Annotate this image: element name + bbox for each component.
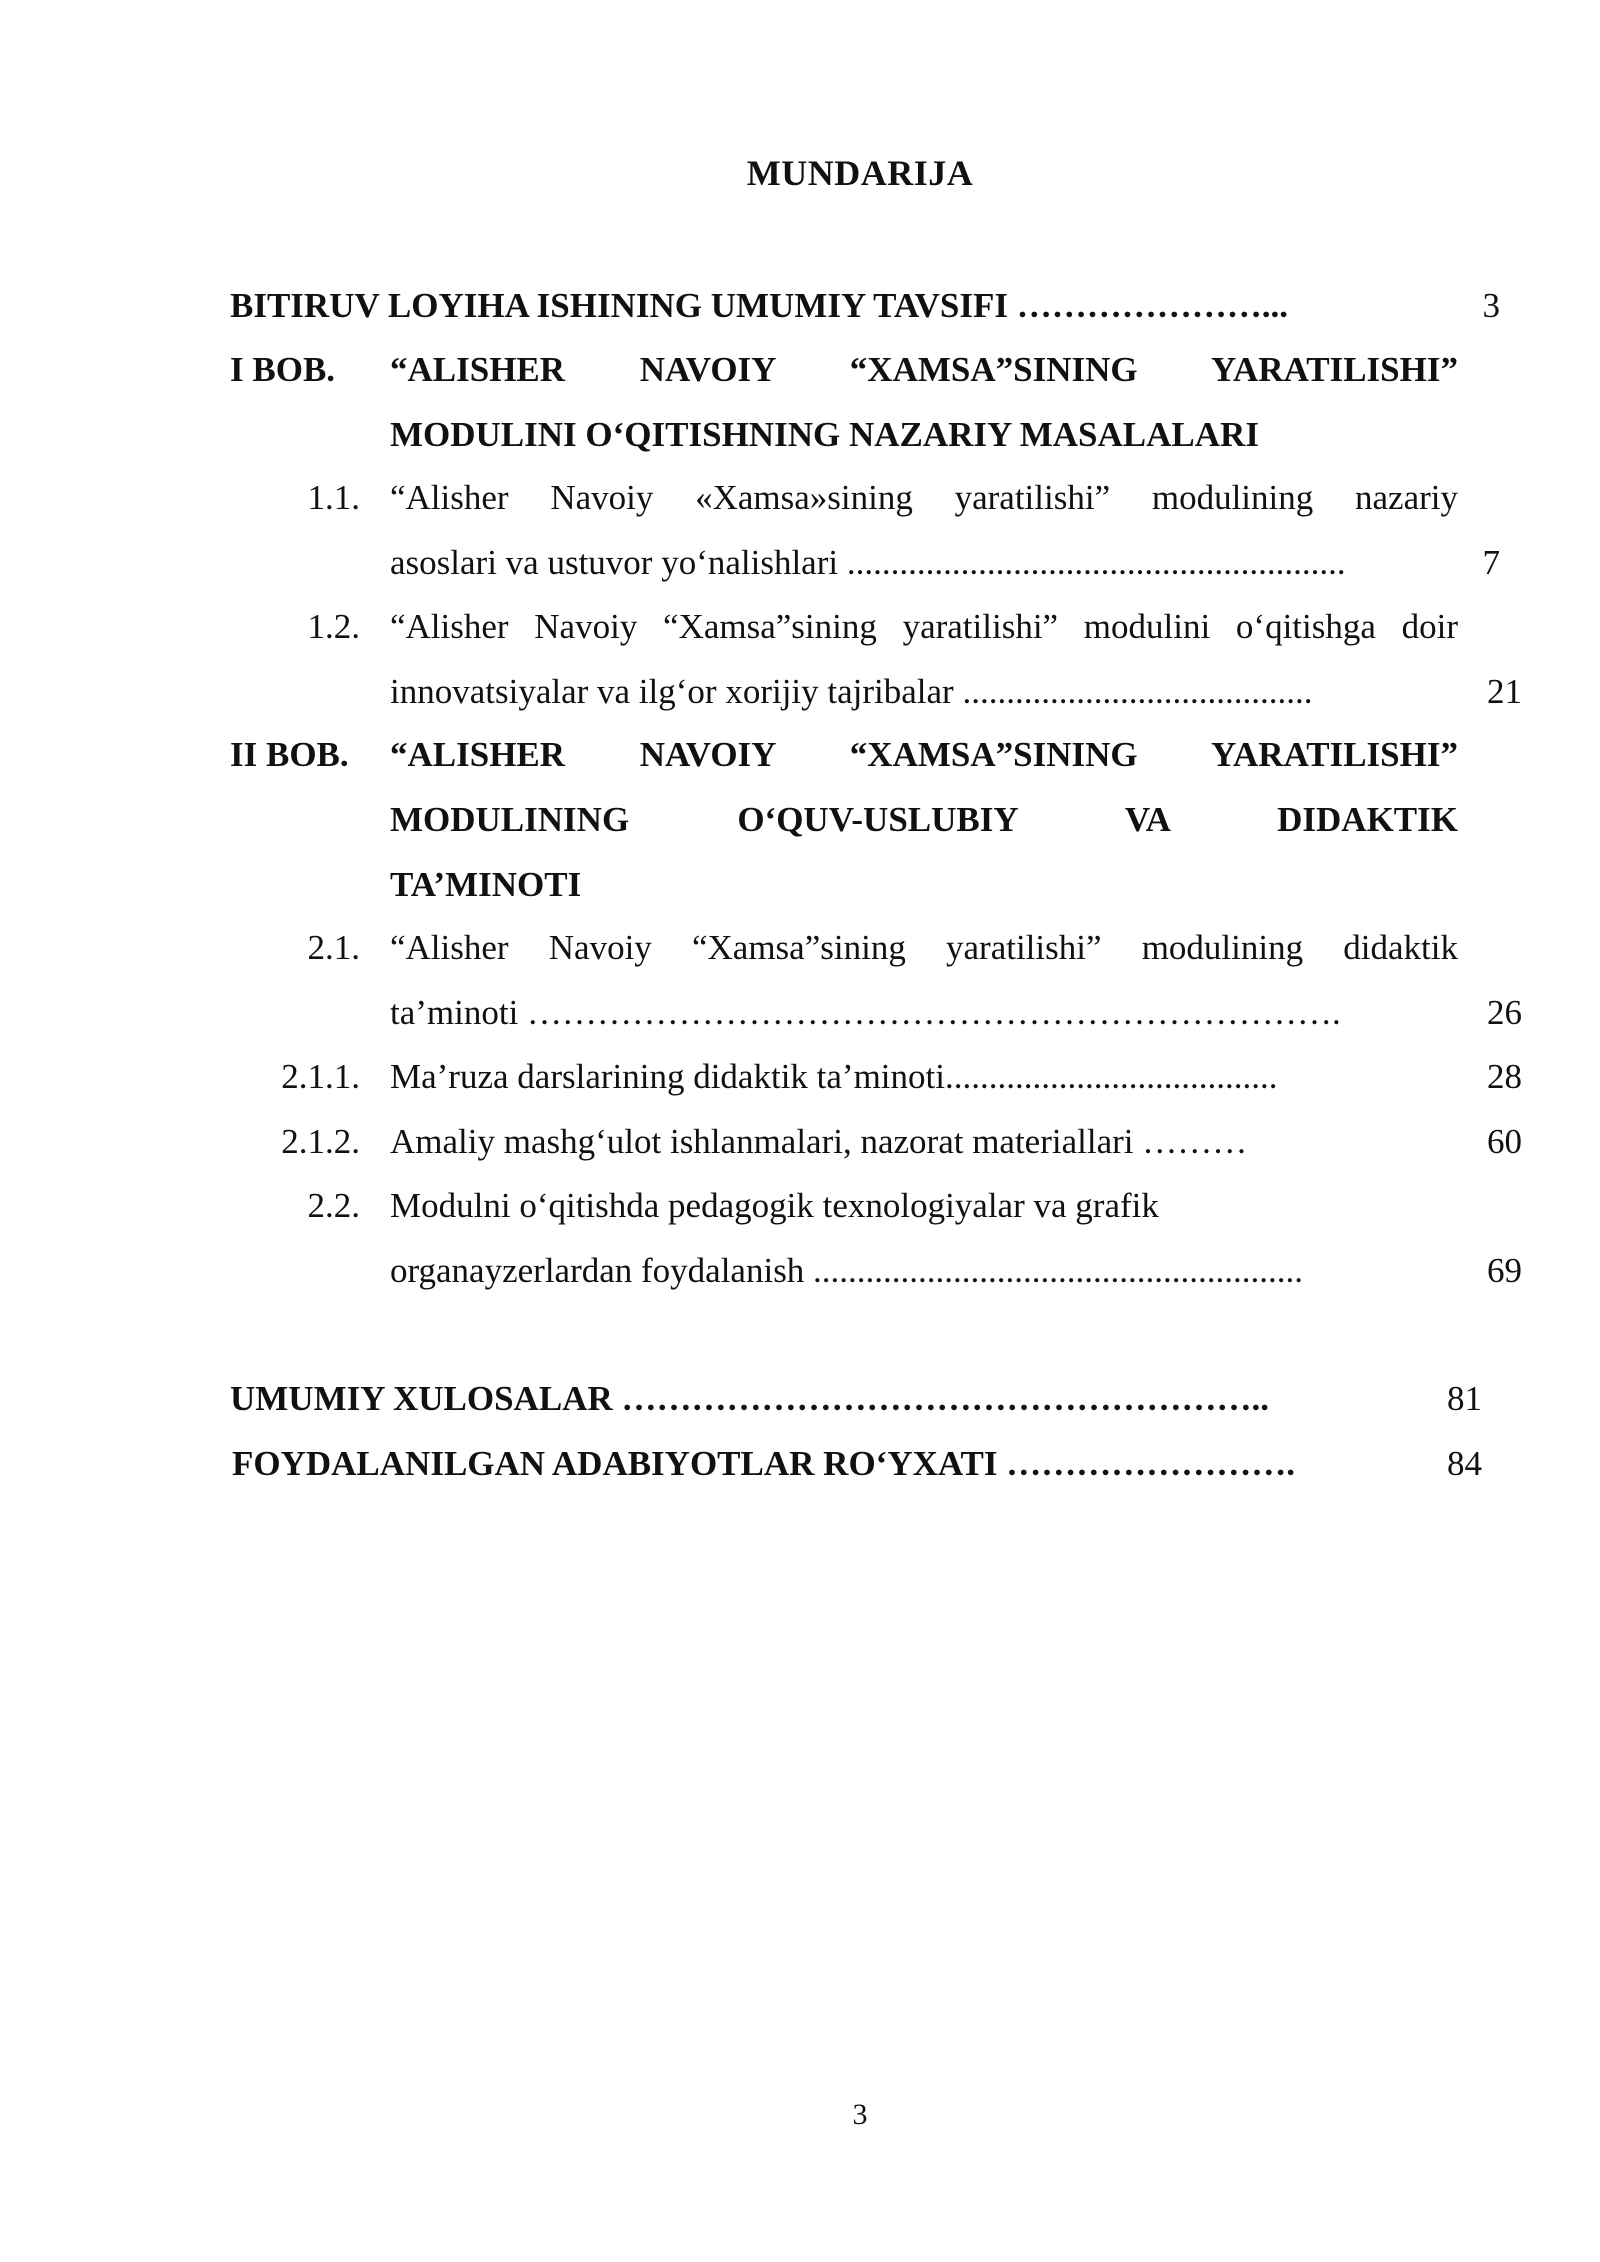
- toc-section-2-1-2-text: Amaliy mashg‘ulot ishlanmalari, nazorat materiallari ………: [390, 1122, 1248, 1161]
- toc-section-2-1-1-number: 2.1.1.: [281, 1057, 360, 1096]
- toc-page-2-2: 69: [1487, 1251, 1522, 1290]
- toc-section-2-1-line-1: “Alisher Navoiy “Xamsa”sining yaratilishi” modulining didaktik: [390, 928, 1458, 967]
- toc-section-2-1-1-text: Ma’ruza darslarining didaktik ta’minoti......................................: [390, 1057, 1278, 1096]
- toc-page-1-2: 21: [1487, 672, 1522, 711]
- toc-section-2-1-2-number: 2.1.2.: [281, 1122, 360, 1161]
- toc-chapter-1-label: I BOB.: [230, 350, 336, 389]
- toc-entry-conclusions: UMUMIY XULOSALAR ………………………………………………..: [230, 1379, 1269, 1418]
- toc-chapter-2-line-2: MODULINING O‘QUV-USLUBIY VA DIDAKTIK: [390, 800, 1458, 839]
- toc-section-2-2-line-2: organayzerlardan foydalanish ........................................................: [390, 1251, 1304, 1290]
- toc-page-general: 3: [1482, 286, 1500, 325]
- toc-section-1-2-line-1: “Alisher Navoiy “Xamsa”sining yaratilishi” modulini o‘qitishga doir: [390, 607, 1458, 646]
- toc-page-2-1-2: 60: [1487, 1122, 1522, 1161]
- toc-page-conclusions: 81: [1447, 1379, 1482, 1418]
- toc-section-1-1-line-2: asoslari va ustuvor yo‘nalishlari .........................................................: [390, 543, 1346, 582]
- page-number-footer: 3: [852, 2098, 868, 2131]
- toc-page-2-1: 26: [1487, 993, 1522, 1032]
- toc-page-references: 84: [1447, 1444, 1482, 1483]
- toc-section-1-2-number: 1.2.: [307, 607, 360, 646]
- toc-chapter-2-line-3: TA’MINOTI: [390, 865, 582, 904]
- toc-section-1-1-line-1: “Alisher Navoiy «Xamsa»sining yaratilishi” modulining nazariy: [390, 478, 1458, 517]
- toc-section-1-2-line-2: innovatsiyalar va ilg‘or xorijiy tajribalar ........................................: [390, 672, 1313, 711]
- toc-section-2-1-line-2: ta’minoti …………………………………………………………….: [390, 993, 1341, 1032]
- toc-page-2-1-1: 28: [1487, 1057, 1522, 1096]
- toc-section-1-1-number: 1.1.: [307, 478, 360, 517]
- toc-section-2-2-number: 2.2.: [307, 1186, 360, 1225]
- toc-section-2-1-number: 2.1.: [307, 928, 360, 967]
- toc-page-1-1: 7: [1482, 543, 1500, 582]
- toc-chapter-2-label: II BOB.: [230, 735, 349, 774]
- toc-section-2-2-line-1: Modulni o‘qitishda pedagogik texnologiyalar va grafik: [390, 1186, 1159, 1225]
- toc-entry-general: BITIRUV LOYIHA ISHINING UMUMIY TAVSIFI …………………...: [230, 286, 1288, 325]
- toc-entry-references: FOYDALANILGAN ADABIYOTLAR RO‘YXATI …………………….: [232, 1444, 1296, 1483]
- page-title: MUNDARIJA: [746, 153, 974, 193]
- toc-chapter-1-line-2: MODULINI O‘QITISHNING NAZARIY MASALALARI: [390, 415, 1259, 454]
- toc-chapter-2-line-1: “ALISHER NAVOIY “XAMSA”SINING YARATILISHI”: [390, 735, 1458, 774]
- toc-chapter-1-line-1: “ALISHER NAVOIY “XAMSA”SINING YARATILISHI”: [390, 350, 1458, 389]
